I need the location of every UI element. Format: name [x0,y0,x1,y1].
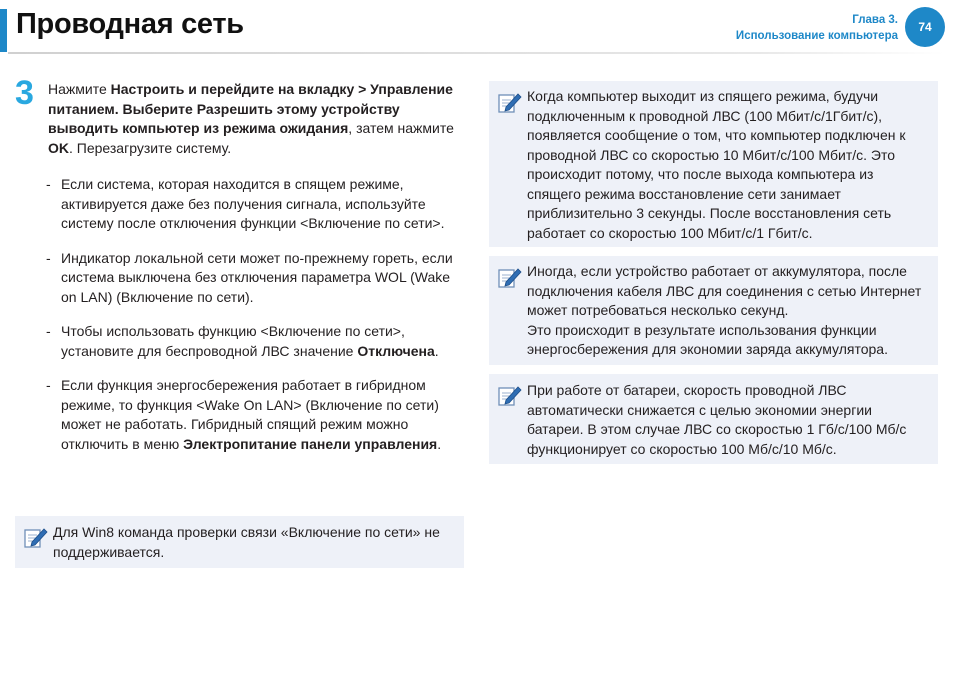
step-text-3: . Перезагрузите систему. [69,139,232,156]
chapter-label [736,12,898,44]
note-box-sleep-speed [489,81,938,247]
bullet-list [46,175,461,469]
step-text-1: Нажмите [48,81,111,97]
step-text-2: , затем нажмите [348,120,454,136]
chapter-number: Глава 3. [852,14,898,26]
note-pencil-icon [496,264,522,290]
bullet-text: Чтобы использовать функцию <Включение по сети>, установите для беспроводной ЛВС значение [61,323,405,359]
bullet-bold: Электропитание панели управления [183,435,438,452]
note-text-group [527,262,927,360]
note-box-battery-delay [489,256,938,365]
note-pencil-icon [496,382,522,408]
bullet-tail: . [437,435,442,452]
note-text: Это происходит в результате использования функции энергосбережения для экономии заряда аккумулятора. [527,321,888,357]
bullet-item [46,175,461,234]
step-bold-2: OK [48,139,69,156]
bullet-item [46,249,461,308]
chapter-name: Использование компьютера [735,30,898,42]
bullet-dash: - [46,323,51,339]
note-pencil-icon [22,524,48,550]
bullet-text: Если функция энергосбережения работает в гибридном режиме, то функция <Wake On LAN> (Включение по сети) может не работать. Гибридный спящий режим можно отключить в меню [61,377,439,452]
note-box-win8 [15,516,464,568]
header-divider [8,52,944,54]
bullet-tail: . [434,342,439,359]
note-text: Для Win8 команда проверки связи «Включение по сети» не поддерживается. [53,524,440,560]
note-box-battery-speed [489,374,938,464]
step-number: 3 [15,74,34,112]
step-instruction [48,80,458,158]
note-text: Иногда, если устройство работает от аккумулятора, после подключения кабеля ЛВС для соединения с сетью Интернет может потребоваться несколько секунд. [527,263,922,318]
bullet-text: Индикатор локальной сети может по-прежнему гореть, если система выключена без отключения параметра WOL (Wake on LAN) (Включение по сети). [61,249,453,305]
bullet-item [46,376,461,454]
page-title: Проводная сеть [16,8,244,40]
bullet-dash: - [46,249,51,266]
note-text: При работе от батареи, скорость проводной ЛВС автоматически снижается с целью экономии энергии батареи. В этом случае ЛВС со скоростью 1 Гб/с/100 Мб/с функционирует со скоростью 100 Мб/с/10 Мб/с. [527,382,907,457]
title-accent-bar [0,9,7,52]
bullet-text: Если система, которая находится в спящем режиме, активируется даже без получения сигнала, используйте систему после отключения функции <Включение по сети>. [61,176,445,231]
page-number-badge: 74 [905,7,945,47]
bullet-dash: - [46,176,51,192]
bullet-bold: Отключена [357,342,435,359]
note-text: Когда компьютер выходит из спящего режима, будучи подключенным к проводной ЛВС (100 Мбит/с/1Гбит/с), появляется сообщение о том, что компьютер подключен к проводной ЛВС со скоростью 10 Мбит/с/100 Мбит/с. Это происходит потому, что после выхода компьютера из спящего режима восстановление сети занимает приблизительно 3 секунды. После восстановления сеть работает со скоростью 100 Мбит/с/1 Гбит/с. [527,88,906,241]
note-pencil-icon [496,89,522,115]
bullet-dash: - [46,377,51,393]
step-bold-1: Настроить и перейдите на вкладку > Управление питанием. Выберите Разрешить этому устройству выводить компьютер из режима ожидания [48,81,453,136]
bullet-item [46,322,461,361]
